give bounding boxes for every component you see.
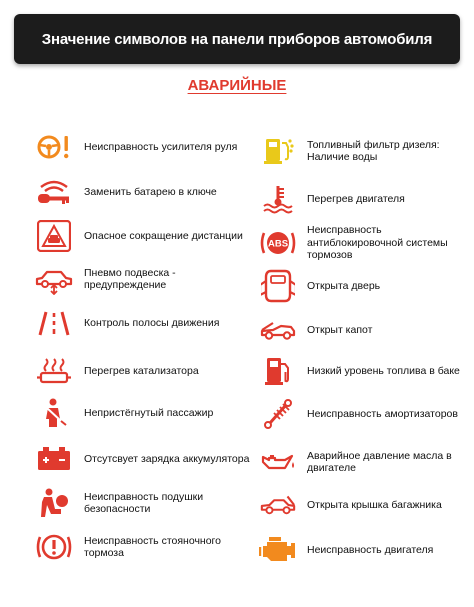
- item-label: Неисправность амортизаторов: [307, 407, 458, 420]
- list-item: [259, 182, 405, 216]
- key-battery-icon: [34, 175, 74, 209]
- list-item: [259, 354, 460, 388]
- svg-text:ABS: ABS: [267, 238, 289, 250]
- fuel-low-icon: [259, 354, 297, 388]
- steering-warning-icon: [34, 130, 74, 164]
- item-label: Непристёгнутый пассажир: [84, 406, 214, 419]
- list-item: [34, 130, 237, 164]
- lane-control-icon: [34, 306, 74, 340]
- list-item: [259, 488, 442, 522]
- parking-brake-icon: [34, 530, 74, 564]
- item-label: Контроль полосы движения: [84, 316, 220, 329]
- shock-absorber-icon: [259, 397, 297, 431]
- list-item: [259, 224, 464, 262]
- abs-icon: [259, 226, 297, 260]
- page-title: Значение символов на панели приборов автомобиля: [41, 30, 433, 48]
- list-item: [34, 175, 217, 209]
- item-label: Пневмо подвеска - предупреждение: [84, 266, 176, 291]
- item-label: Неисправность антиблокировочной системы тормозов: [307, 224, 448, 261]
- item-label: Неисправность стояночного тормоза: [84, 534, 221, 559]
- check-engine-icon: [259, 533, 297, 567]
- list-item: [259, 397, 458, 431]
- hood-open-icon: [259, 313, 297, 347]
- item-label: Неисправность подушки безопасности: [84, 490, 204, 515]
- list-item: [259, 445, 464, 479]
- list-item: [34, 262, 256, 296]
- airbag-icon: [34, 486, 74, 520]
- item-label: Топливный фильтр дизеля: Наличие воды: [307, 138, 440, 163]
- item-label: Открыта дверь: [307, 279, 381, 292]
- list-item: [259, 313, 372, 347]
- list-item: [34, 219, 243, 253]
- item-label: Аварийное давление масла в двигателе: [307, 449, 452, 474]
- item-label: Неисправность усилителя руля: [84, 140, 238, 153]
- battery-icon: [34, 442, 74, 476]
- door-open-icon: [259, 269, 297, 303]
- list-item: [34, 530, 256, 564]
- item-label: Открыт капот: [307, 323, 373, 336]
- trunk-open-icon: [259, 488, 297, 522]
- distance-warning-icon: [34, 219, 74, 253]
- list-item: [34, 354, 199, 388]
- list-item: [34, 306, 219, 340]
- item-label: Отсутсвует зарядка аккумулятора: [84, 452, 250, 465]
- engine-temperature-icon: [259, 182, 297, 216]
- oil-pressure-icon: [259, 445, 297, 479]
- item-label: Низкий уровень топлива в баке: [307, 364, 460, 377]
- list-item: [34, 396, 213, 430]
- list-item: [34, 486, 256, 520]
- section-heading: [0, 77, 474, 95]
- item-label: Неисправность двигателя: [307, 543, 434, 556]
- air-suspension-icon: [34, 262, 74, 296]
- section-title: АВАРИЙНЫЕ: [187, 77, 287, 94]
- item-label: Перегрев катализатора: [84, 364, 199, 377]
- list-item: [259, 134, 464, 168]
- list-item: [34, 442, 249, 476]
- item-label: Опасное сокращение дистанции: [84, 229, 243, 242]
- catalyst-overheat-icon: [34, 354, 74, 388]
- list-item: [259, 269, 380, 303]
- list-item: [259, 533, 433, 567]
- header-banner: [14, 14, 460, 64]
- diesel-filter-icon: [259, 134, 297, 168]
- seatbelt-passenger-icon: [34, 396, 74, 430]
- item-label: Заменить батарею в ключе: [84, 185, 217, 198]
- item-label: Перегрев двигателя: [307, 192, 405, 205]
- item-label: Открыта крышка багажника: [307, 498, 442, 511]
